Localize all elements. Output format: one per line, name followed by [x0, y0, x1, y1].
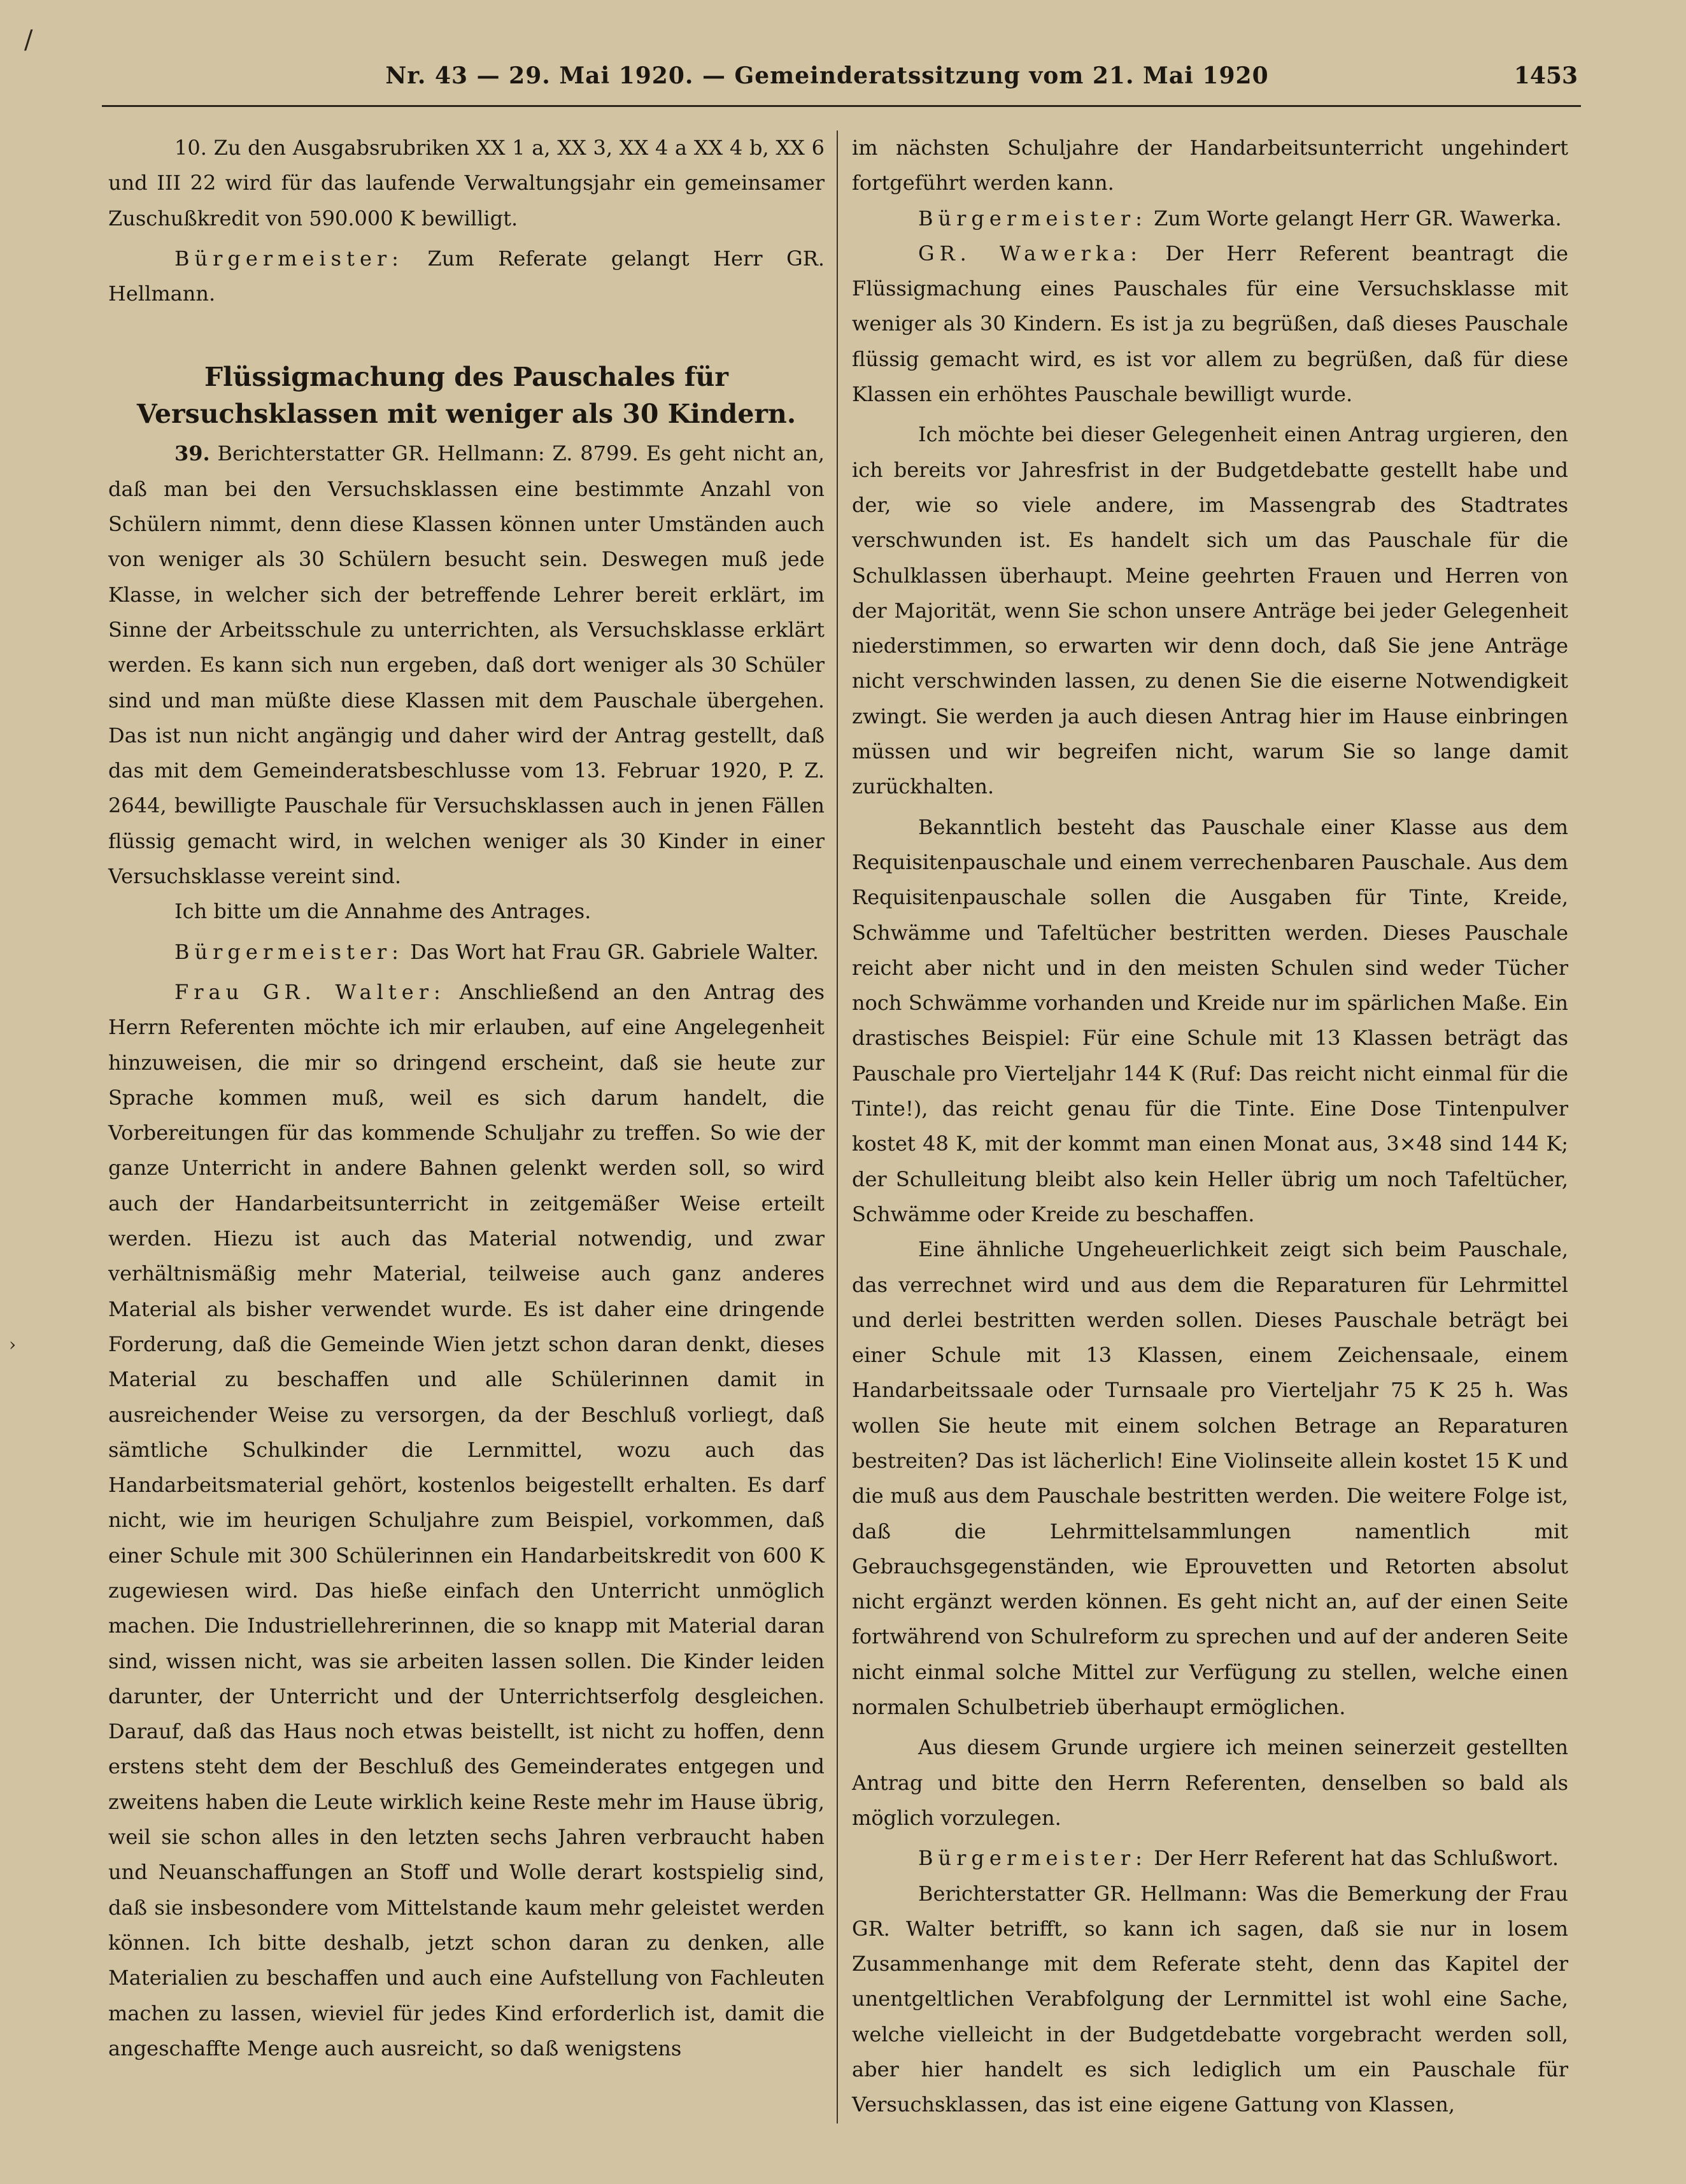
speaker: Bürgermeister: — [918, 1846, 1147, 1871]
margin-mark: / — [24, 25, 33, 55]
speaker: Bürgermeister: — [918, 206, 1147, 230]
paragraph — [108, 935, 825, 970]
paragraph: Ich möchte bei dieser Gelegenheit einen Antrag urgieren, den ich bereits vor Jahresfrist in der Budgetdebatte gestellt habe und der, wie so viele andere, im Massengrab des Stadtrates verschwunden ist. Es handelt sich um das Pauschale für die Schulklassen überhaupt. Meine geehrten Frauen und Herren von der Majorität, wenn Sie schon unsere Anträge bei jeder Gelegenheit niederstimmen, so erwarten wir denn doch, daß Sie jene Anträge nicht verschwinden lassen, zu denen Sie die eiserne Notwendigkeit zwingt. Sie werden ja auch diesen Antrag hier im Hause einbringen müssen und wir begreifen nicht, warum Sie so lange damit zurückhalten. — [852, 422, 1568, 799]
paragraph — [852, 1841, 1568, 1876]
speech-text: Zum Worte gelangt Herr GR. Wawerka. — [1147, 206, 1562, 230]
speaker: Berichterstatter GR. Hellmann: — [918, 1881, 1248, 1906]
speech-text: Berichterstatter GR. Hellmann: Z. 8799. Es geht nicht an, daß man bei den Versuchsklassen eine bestimmte Anzahl von Schülern nimmt, denn diese Klassen können unter Umständen auch von weniger als 30 Schülern besucht sein. Deswegen muß jede Klasse, in welcher sich der betreffende Lehrer bereit erklärt, im Sinne der Arbeitsschule zu unterrichten, als Versuchsklasse erklärt werden. Es kann sich nun ergeben, daß dort weniger als 30 Schüler sind und man müßte diese Klassen mit dem Pauschale übergehen. Das ist nun nicht angängig und daher wird der Antrag gestellt, daß das mit dem Gemeinderatsbeschlusse vom 13. Februar 1920, P. Z. 2644, bewilligte Pauschale für Versuchsklassen auch in jenen Fällen flüssig gemacht wird, in welchen weniger als 30 Kinder in einer Versuchsklasse vereint sind. — [108, 441, 825, 889]
paragraph: im nächsten Schuljahre der Handarbeitsunterricht ungehindert fortgeführt werden kann. — [852, 136, 1568, 195]
speaker: Frau GR. Walter: — [174, 979, 446, 1004]
speech-text: Das Wort hat Frau GR. Gabriele Walter. — [403, 939, 819, 964]
speaker: Bürgermeister: — [174, 246, 404, 271]
right-column — [852, 131, 1568, 2123]
speech-text: Der Herr Referent hat das Schlußwort. — [1147, 1846, 1559, 1871]
speech-text: Was die Bemerkung der Frau GR. Walter betrifft, so kann ich sagen, daß sie nur in losem Zusammenhange mit dem Referate steht, denn das Kapitel der unentgeltlichen Verabfolgung der Lernmittel ist wohl eine Sache, welche vielleicht in der Budgetdebatte vorgebracht werden soll, aber hier handelt es sich lediglich um ein Pauschale für Versuchsklassen, das ist eine eigene Gattung von Klassen, — [852, 1881, 1569, 2117]
paragraph — [852, 201, 1568, 236]
header-rule — [102, 105, 1581, 107]
paragraph — [852, 236, 1568, 412]
running-title: Nr. 43 — 29. Mai 1920. — Gemeinderatssitzung vom 21. Mai 1920 — [385, 62, 1269, 89]
speech-text: Anschließend an den Antrag des Herrn Referenten möchte ich mir erlauben, auf eine Angelegenheit hinzuweisen, die mir so dringend erscheint, daß sie heute zur Sprache kommen muß, weil es sich darum handelt, die Vorbereitungen für das kommende Schuljahr zu treffen. So wie der ganze Unterricht in andere Bahnen gelenkt werden soll, so wird auch der Handarbeitsunterricht in zeitgemäßer Weise erteilt werden. Hiezu ist auch das Material notwendig, und zwar verhältnismäßig mehr Material, teilweise auch ganz anderes Material als bisher verwendet wurde. Es ist daher eine dringende Forderung, daß die Gemeinde Wien jetzt schon daran denkt, dieses Material zu beschaffen und alle Schülerinnen damit in ausreichender Weise zu versorgen, da der Beschluß vorliegt, daß sämtliche Schulkinder die Lernmittel, wozu auch das Handarbeitsmaterial gehört, kostenlos beigestellt erhalten. Es darf nicht, wie im heurigen Schuljahre zum Beispiel, vorkommen, daß einer Schule mit 300 Schülerinnen ein Handarbeitskredit von 600 K zugewiesen wird. Das hieße einfach den Unterricht unmöglich machen. Die Industriellehrerinnen, die so knapp mit Material daran sind, wissen nicht, was sie arbeiten lassen sollen. Die Kinder leiden darunter, der Unterricht und der Unterrichtserfolg desgleichen. Darauf, daß das Haus noch etwas beistellt, ist nicht zu hoffen, denn erstens steht dem der Beschluß des Gemeinderates entgegen und zweitens haben die Leute wirklich keine Reste mehr im Hause übrig, weil sie schon alles in den letzten sechs Jahren verbraucht haben und Neuanschaffungen an Stoff und Wolle derart kostspielig sind, daß sie insbesondere vom Mittelstande kaum mehr geleistet werden können. Ich bitte deshalb, jetzt schon daran zu denken, alle Materialien zu beschaffen und auch eine Aufstellung von Fachleuten machen zu lassen, wieviel für jedes Kind erforderlich ist, damit die angeschaffte Menge auch ausreicht, so daß wenigstens — [108, 979, 825, 2060]
paragraph: 10. Zu den Ausgabsrubriken XX 1 a, XX 3, XX 4 a XX 4 b, XX 6 und III 22 wird für das laufende Verwaltungsjahr ein gemeinsamer Zuschußkredit von 590.000 K bewilligt. — [108, 136, 825, 230]
page-header — [76, 56, 1578, 101]
margin-mark: › — [9, 1334, 17, 1355]
paragraph — [108, 436, 825, 894]
paragraph: Eine ähnliche Ungeheuerlichkeit zeigt sich beim Pauschale, das verrechnet wird und aus dem die Reparaturen für Lehrmittel und derlei bestritten werden sollen. Dieses Pauschale beträgt bei einer Schule mit 13 Klassen, einem Zeichensaale, einem Handarbeitssaale oder Turnsaale pro Vierteljahr 75 K 25 h. Was wollen Sie heute mit einem solchen Betrage an Reparaturen bestreiten? Das ist lächerlich! Eine Violinseite allein kostet 15 K und die muß aus dem Pauschale bestritten werden. Die weitere Folge ist, daß die Lehrmittelsammlungen namentlich mit Gebrauchsgegenständen, wie Eprouvetten und Retorten absolut nicht ergänzt werden können. Es geht nicht an, auf der einen Seite fortwährend von Schulreform zu sprechen und auf der anderen Seite nicht einmal solche Mittel zur Verfügung zu stellen, welche einen normalen Schulbetrieb überhaupt ermöglichen. — [852, 1237, 1568, 1720]
speech-text: Der Herr Referent beantragt die Flüssigmachung eines Pauschales für eine Versuchsklasse mit weniger als 30 Kindern. Es ist ja zu begrüßen, daß dieses Pauschale flüssig gemacht wird, es ist vor allem zu begrüßen, daß für diese Klassen ein erhöhtes Pauschale bewilligt wurde. — [852, 241, 1569, 407]
column-divider — [837, 131, 838, 2124]
speech-text: Zum Referate gelangt Herr GR. Hellmann. — [108, 246, 825, 306]
speaker: Bürgermeister: — [174, 939, 404, 964]
paragraph: Ich bitte um die Annahme des Antrages. — [174, 899, 592, 924]
paragraph: Aus diesem Grunde urgiere ich meinen seinerzeit gestellten Antrag und bitte den Herrn Referenten, denselben so bald als möglich vorzulegen. — [852, 1735, 1568, 1830]
section-heading: Flüssigmachung des Pauschales für Versuchsklassen mit weniger als 30 Kindern. — [136, 362, 797, 430]
paragraph — [852, 1876, 1568, 2123]
page-number: 1453 — [1513, 62, 1578, 89]
paragraph: Bekanntlich besteht das Pauschale einer Klasse aus dem Requisitenpauschale und einem verrechenbaren Pauschale. Aus dem Requisitenpauschale sollen die Ausgaben für Tinte, Kreide, Schwämme und Tafeltücher bestritten werden. Dieses Pauschale reicht aber nicht und in den meisten Schulen sind weder Tücher noch Schwämme vorhanden und Kreide nur im spärlichen Maße. Ein drastisches Beispiel: Für eine Schule mit 13 Klassen beträgt das Pauschale pro Vierteljahr 144 K (Ruf: Das reicht nicht einmal für die Tinte!), das reicht genau für die Tinte. Eine Dose Tintenpulver kostet 48 K, mit der kommt man einen Monat aus, 3×48 sind 144 K; der Schulleitung bleibt also kein Heller übrig um noch Tafeltücher, Schwämme oder Kreide zu beschaffen. — [852, 814, 1568, 1226]
left-column — [108, 131, 825, 2066]
paragraph — [108, 975, 825, 2066]
paragraph — [108, 241, 825, 312]
speaker: GR. Wawerka: — [918, 241, 1143, 266]
item-number: 39. — [174, 441, 210, 466]
